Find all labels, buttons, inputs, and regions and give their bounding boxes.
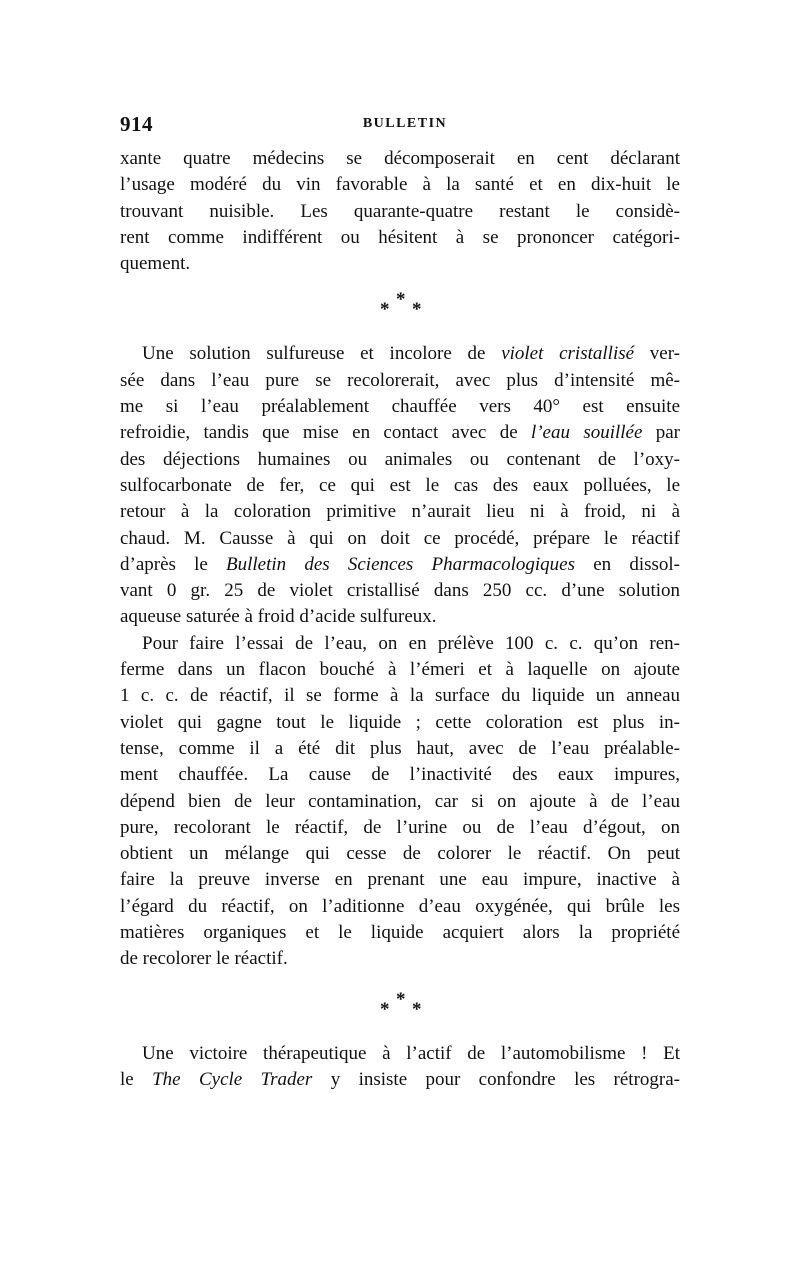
italic-term: l’eau souillée xyxy=(530,422,643,444)
text-line: de recolorer le réactif. xyxy=(120,948,288,970)
paragraph-3 xyxy=(120,631,680,973)
text-line: refroidie, tandis que mise en contact avec de l’eau souillée par xyxy=(120,422,681,444)
page-number: 914 xyxy=(120,112,153,136)
italic-title: Bulletin des Sciences Pharmacologiques xyxy=(226,553,576,575)
asterism-separator xyxy=(120,985,680,1033)
text-line: aqueuse saturée à froid d’acide sulfureux. xyxy=(120,606,437,628)
text-line: 1 c. c. de réactif, il se forme à la surface du liquide un anneau xyxy=(120,685,680,707)
text-line: me si l’eau préalablement chauffée vers 40° est ensuite xyxy=(120,396,680,418)
text-line: vant 0 gr. 25 de violet cristallisé dans 250 cc. d’une solution xyxy=(120,580,680,602)
text-line: sée dans l’eau pure se recolorerait, avec plus d’intensité mê- xyxy=(120,369,680,391)
text-line: chaud. M. Causse à qui on doit ce procédé, prépare le réactif xyxy=(120,527,680,549)
text-line: xante quatre médecins se décomposerait en cent déclarant xyxy=(120,148,680,169)
asterisk-glyph: * xyxy=(396,988,406,1010)
text-line: le The Cycle Trader y insiste pour confondre les rétrogra- xyxy=(120,1068,681,1090)
text-line: violet qui gagne tout le liquide ; cette coloration est plus in- xyxy=(120,711,680,733)
paragraph-2 xyxy=(120,341,680,630)
paragraph-1 xyxy=(120,146,680,277)
text-line: Une solution sulfureuse et incolore de violet cristallisé ver- xyxy=(142,343,680,365)
text-line: tense, comme il a été dit plus haut, avec de l’eau préalable- xyxy=(120,737,680,759)
book-page xyxy=(120,112,680,1093)
text-line: rent comme indifférent ou hésitent à se prononcer catégori- xyxy=(120,226,680,248)
text-line: trouvant nuisible. Les quarante-quatre restant le considè- xyxy=(120,200,680,222)
text-line: matières organiques et le liquide acquiert alors la propriété xyxy=(120,922,680,944)
running-head xyxy=(120,112,680,146)
italic-title: The Cycle Trader xyxy=(152,1068,313,1090)
asterisk-glyph: * xyxy=(380,299,390,321)
text-line: sulfocarbonate de fer, ce qui est le cas des eaux polluées, le xyxy=(120,474,680,496)
text-line: Pour faire l’essai de l’eau, on en prélève 100 c. c. qu’on ren- xyxy=(142,632,680,654)
text-line: faire la preuve inverse en prenant une eau impure, inactive à xyxy=(120,869,680,891)
asterisk-glyph: * xyxy=(412,998,422,1020)
text-line: retour à la coloration primitive n’aurait lieu ni à froid, ni à xyxy=(120,501,680,523)
italic-term: violet cristallisé xyxy=(501,343,635,365)
text-line: ment chauffée. La cause de l’inactivité des eaux impures, xyxy=(120,764,680,786)
asterisk-glyph: * xyxy=(380,998,390,1020)
asterisk-glyph: * xyxy=(396,289,406,311)
text-line: l’usage modéré du vin favorable à la santé et en dix-huit le xyxy=(120,174,680,196)
asterism-separator xyxy=(120,285,680,333)
text-line: d’après le Bulletin des Sciences Pharmacologiques en dissol- xyxy=(120,553,680,575)
text-line: pure, recolorant le réactif, de l’urine ou de l’eau d’égout, on xyxy=(120,816,680,838)
text-line: obtient un mélange qui cesse de colorer le réactif. On peut xyxy=(120,843,680,865)
text-line: ferme dans un flacon bouché à l’émeri et à laquelle on ajoute xyxy=(120,659,680,681)
running-title: BULLETIN xyxy=(362,116,448,131)
asterisk-glyph: * xyxy=(412,299,422,321)
text-line: Une victoire thérapeutique à l’actif de l’automobilisme ! Et xyxy=(142,1042,680,1064)
text-line: dépend bien de leur contamination, car si on ajoute à de l’eau xyxy=(120,790,680,812)
text-line: l’égard du réactif, on l’aditionne d’eau oxygénée, qui brûle les xyxy=(120,895,680,917)
text-line: des déjections humaines ou animales ou contenant de l’oxy- xyxy=(120,448,680,470)
text-line: quement. xyxy=(120,253,191,275)
paragraph-4 xyxy=(120,1041,680,1094)
